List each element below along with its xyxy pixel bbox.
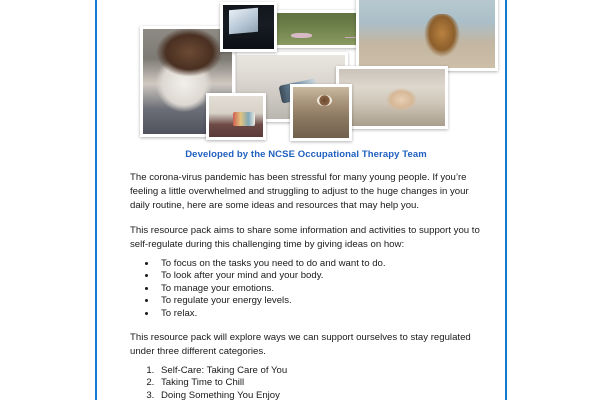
photo-laptop-video-call	[220, 2, 277, 52]
page-content-column	[97, 0, 505, 400]
photo-art-paints	[206, 93, 266, 140]
list-item: 3. Doing Something You Enjoy	[157, 390, 482, 400]
photo-baking-dough	[336, 66, 448, 129]
list-item: 2. Taking Time to Chill	[157, 377, 482, 389]
bullet-list	[130, 258, 482, 320]
page-border-right	[505, 0, 507, 400]
photo-coffee-in-bed	[290, 84, 352, 141]
page-subtitle: Developed by the NCSE Occupational Therapy Team	[185, 149, 427, 160]
list-item: • To regulate your energy levels.	[157, 295, 482, 307]
paragraph-intro: The corona-virus pandemic has been stressful for many young people. If you’re feeling a little overwhelmed and struggling to adjust to the huge changes in your daily routine, here are some ideas and resources that may help you.	[130, 172, 469, 211]
spacer	[130, 320, 482, 331]
list-item: • To focus on the tasks you need to do and want to do.	[157, 258, 482, 270]
list-item: 1. Self-Care: Taking Care of You	[157, 365, 482, 377]
numbered-list	[130, 365, 482, 400]
paragraph-purpose: This resource pack aims to share some information and activities to support you to self-regulate during this challenging time by giving ideas on how:	[130, 225, 480, 250]
spacer	[130, 162, 482, 171]
photo-dog-walk-beach	[356, 0, 498, 71]
spacer	[130, 213, 482, 224]
list-item: • To relax.	[157, 308, 482, 320]
list-item: • To manage your emotions.	[157, 283, 482, 295]
list-item: • To look after your mind and your body.	[157, 270, 482, 282]
photo-collage	[97, 0, 505, 148]
paragraph-categories-intro: This resource pack will explore ways we can support ourselves to stay regulated under three different categories.	[130, 332, 471, 358]
photo-yoga-mat-outdoors	[274, 10, 359, 48]
document-body	[130, 148, 482, 400]
